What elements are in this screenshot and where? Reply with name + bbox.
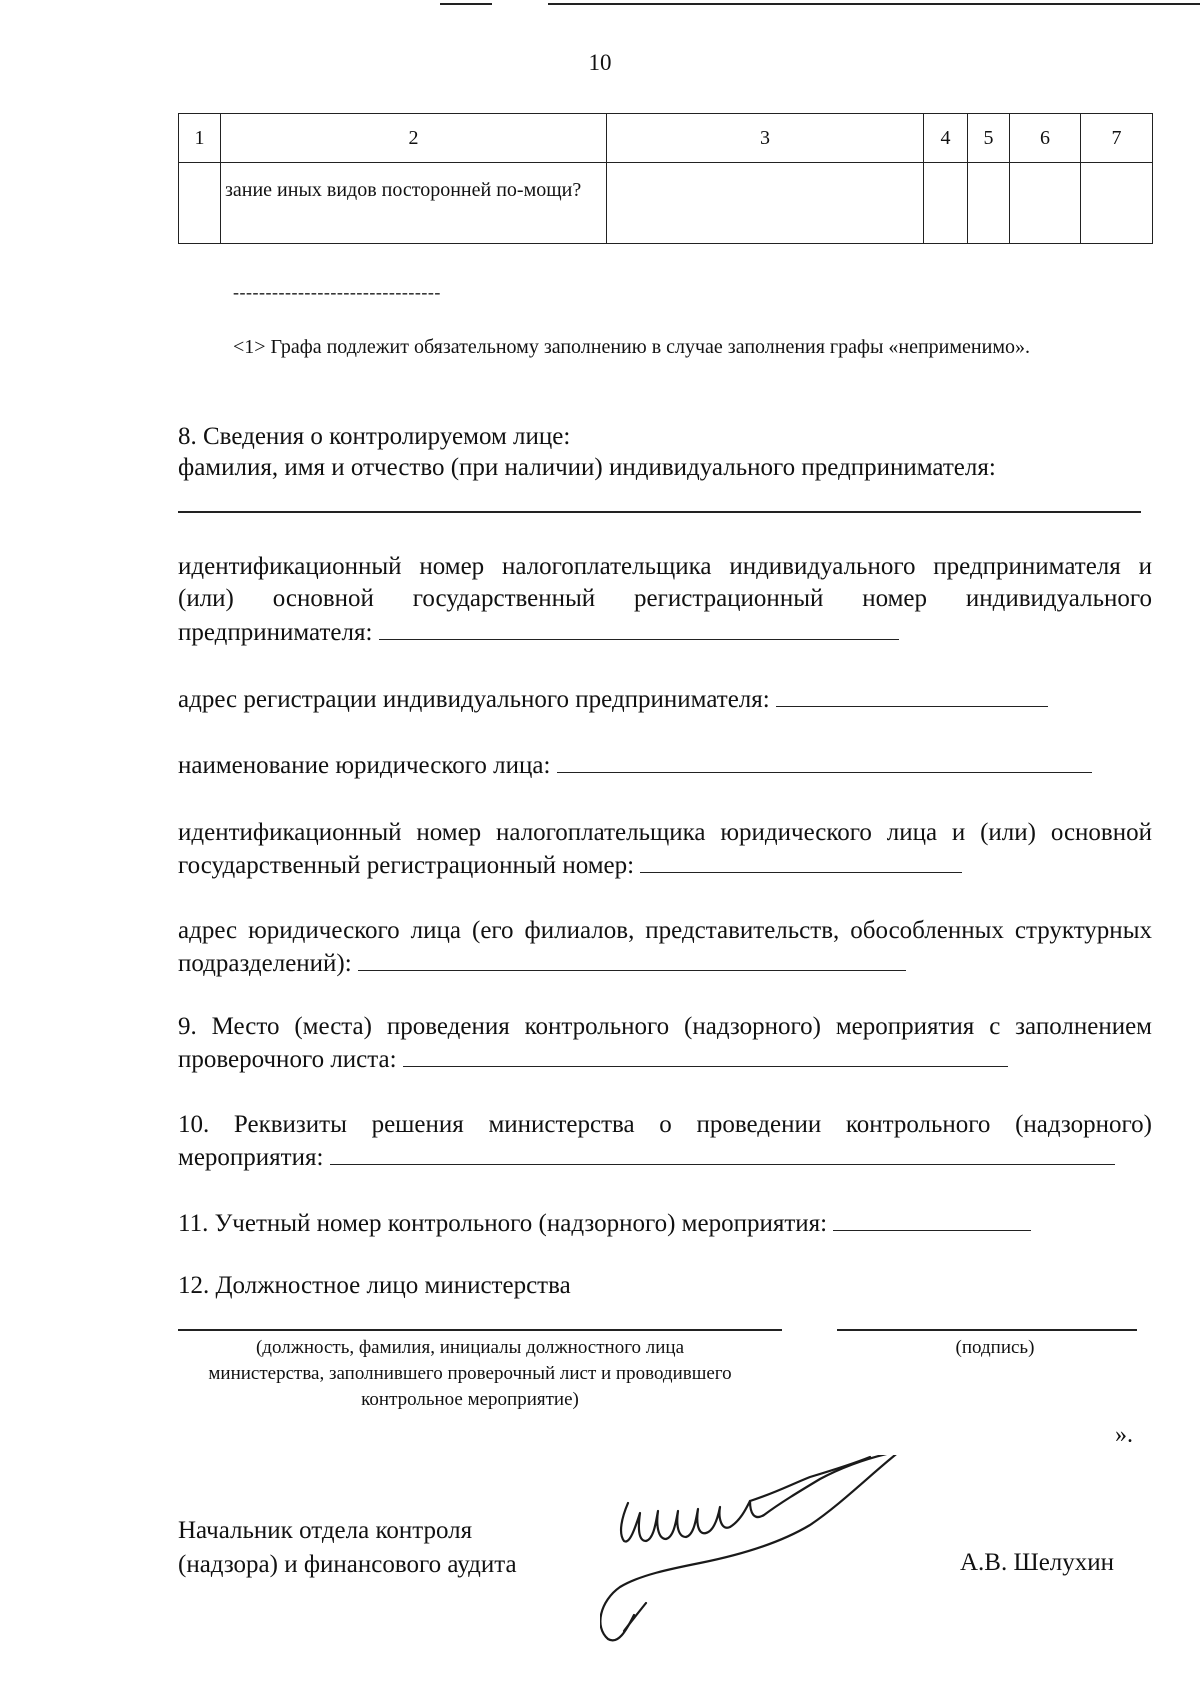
column-header: 2 (221, 114, 607, 163)
signature-caption: (подпись) (955, 1337, 1035, 1358)
top-rule-right (548, 3, 1200, 5)
column-header: 6 (1010, 114, 1081, 163)
footnote-separator: -------------------------------- (233, 282, 441, 302)
fio-label: фамилия, имя и отчество (при наличии) индивидуального предпринимателя: (178, 454, 996, 481)
position-line-1: Начальник отдела контроля (178, 1517, 473, 1544)
table-header-row (179, 114, 1153, 163)
position-line-2: (надзора) и финансового аудита (178, 1551, 517, 1578)
table-cell (968, 163, 1010, 244)
org-inn-block (178, 817, 1152, 881)
closing-quote: ». (1115, 1422, 1133, 1448)
table-cell (1010, 163, 1081, 244)
ip-address-field[interactable] (776, 682, 1048, 707)
table-cell (924, 163, 968, 244)
table-cell (607, 163, 924, 244)
official-caption: (должность, фамилия, инициалы должностного лица министерства, заполнившего проверочный лист и проводившего контрольное мероприятие) (208, 1337, 732, 1410)
org-address-label: адрес юридического лица (его филиалов, представительств, обособленных структурных подразделений): (178, 917, 1152, 977)
section-10-label: 10. Реквизиты решения министерства о проведении контрольного (надзорного) мероприятия: (178, 1111, 1152, 1171)
column-header: 7 (1081, 114, 1153, 163)
signoff-name: А.В. Шелухин (960, 1549, 1115, 1576)
table-cell (1081, 163, 1153, 244)
column-header: 3 (607, 114, 924, 163)
section-10-field[interactable] (330, 1140, 1115, 1165)
section-11-field[interactable] (833, 1206, 1031, 1231)
checklist-table (178, 113, 1153, 244)
signature-field[interactable] (837, 1329, 1137, 1331)
org-inn-field[interactable] (640, 848, 962, 873)
section-10-block (178, 1109, 1152, 1173)
org-address-block (178, 915, 1152, 979)
org-name-block (178, 748, 1152, 781)
table-cell (179, 163, 221, 244)
column-header: 5 (968, 114, 1010, 163)
column-header: 4 (924, 114, 968, 163)
fio-field[interactable] (178, 511, 1141, 513)
page-number: 10 (588, 50, 612, 75)
ip-address-block (178, 682, 1152, 715)
official-field[interactable] (178, 1329, 782, 1331)
section-9-block (178, 1011, 1152, 1075)
org-address-field[interactable] (358, 946, 906, 971)
table-row (179, 163, 1153, 244)
handwritten-signature (600, 1455, 980, 1645)
org-name-label: наименование юридического лица: (178, 752, 551, 779)
section-9-field[interactable] (403, 1042, 1008, 1067)
ip-address-label: адрес регистрации индивидуального предпринимателя: (178, 686, 770, 713)
ip-inn-block (178, 551, 1152, 649)
section-12-label: 12. Должностное лицо министерства (178, 1272, 571, 1299)
section-11-label: 11. Учетный номер контрольного (надзорного) мероприятия: (178, 1210, 828, 1237)
signoff-position (178, 1514, 517, 1582)
section-11-block (178, 1206, 1152, 1239)
footnote: <1> Графа подлежит обязательному заполнению в случае заполнения графы «неприменимо». (233, 336, 1030, 358)
table-cell (221, 163, 607, 244)
column-header: 1 (179, 114, 221, 163)
question-text: зание иных видов посторонней по-мощи? (225, 179, 582, 201)
org-name-field[interactable] (557, 748, 1092, 773)
ip-inn-label: идентификационный номер налогоплательщика индивидуального предпринимателя и (или) основной государственный регистрационный номер индивидуального предпринимателя: (178, 553, 1152, 646)
section-8-title: 8. Сведения о контролируемом лице: (178, 423, 571, 450)
org-inn-label: идентификационный номер налогоплательщика юридического лица и (или) основной государственный регистрационный номер: (178, 819, 1152, 879)
top-rule-left (440, 3, 492, 5)
ip-inn-field[interactable] (379, 615, 899, 640)
section-9-label: 9. Место (места) проведения контрольного (надзорного) мероприятия с заполнением проверочного листа: (178, 1013, 1152, 1073)
